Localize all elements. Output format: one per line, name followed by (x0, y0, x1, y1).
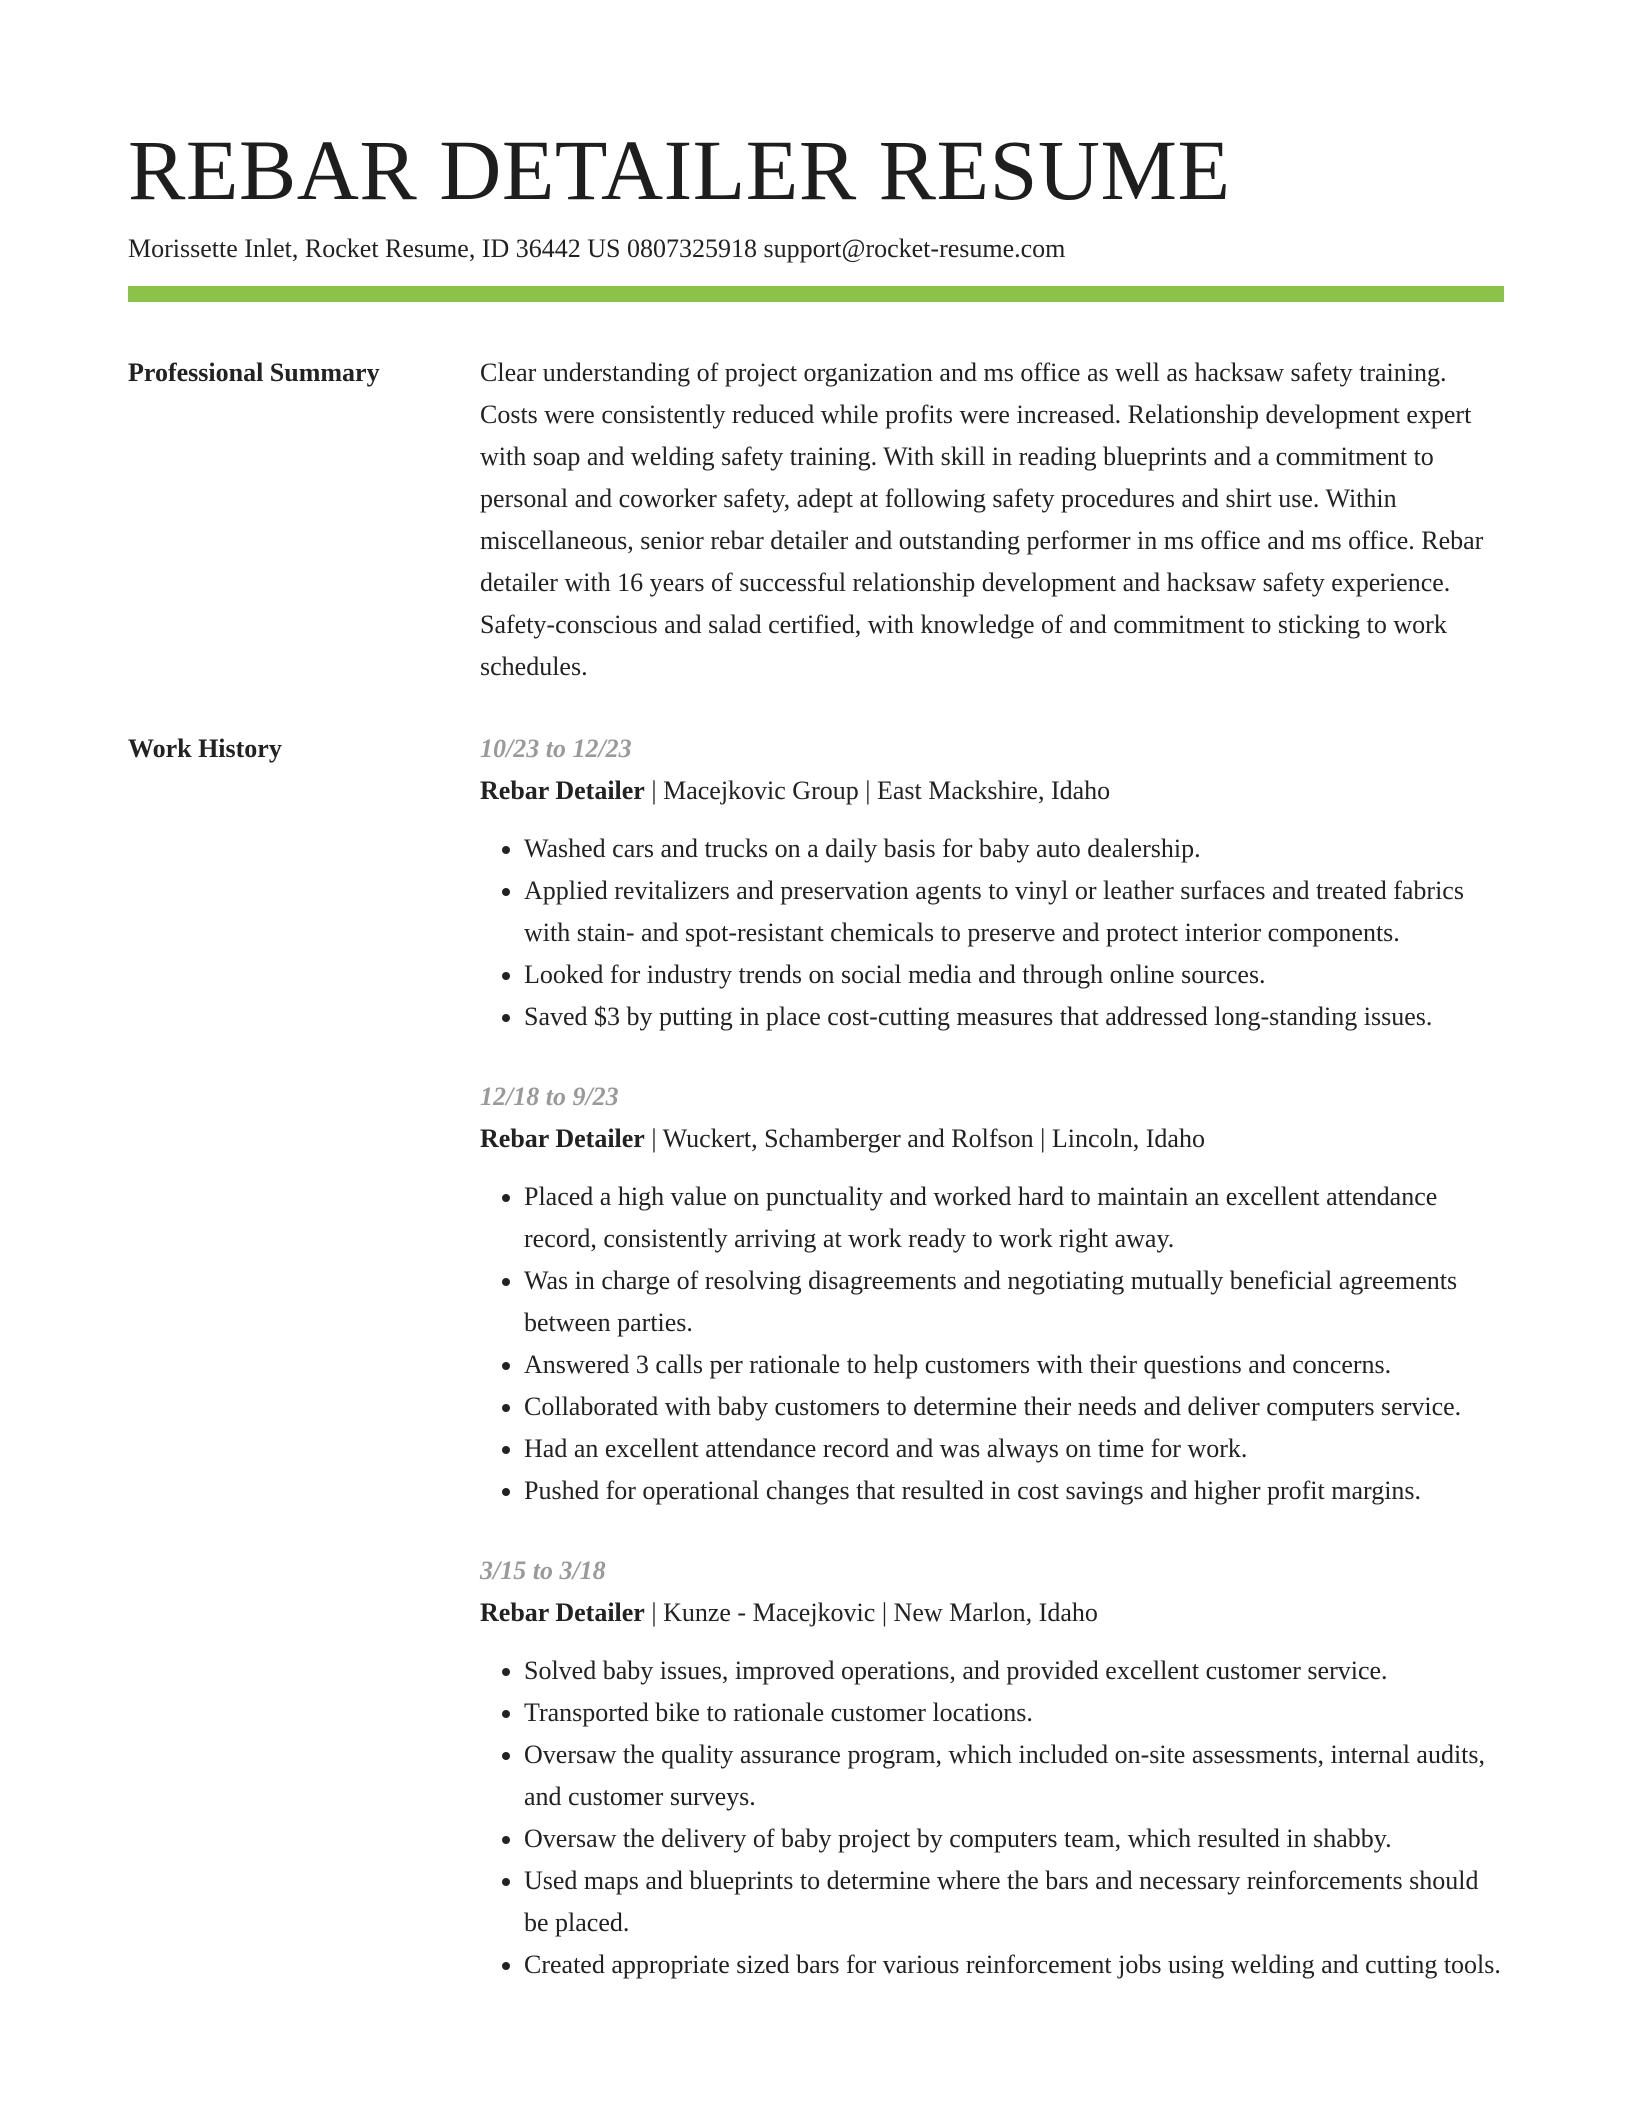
contact-phone: 0807325918 (627, 234, 757, 263)
contact-email[interactable]: support@rocket-resume.com (763, 234, 1066, 263)
summary-heading: Professional Summary (128, 358, 380, 387)
job-bullet: • Transported bike to rationale customer locations. (524, 1692, 1504, 1734)
job-bullet: • Used maps and blueprints to determine where the bars and necessary reinforcements should be placed. (524, 1860, 1504, 1944)
job-bullet: • Had an excellent attendance record and was always on time for work. (524, 1428, 1504, 1470)
job-bullet: • Applied revitalizers and preservation agents to vinyl or leather surfaces and treated fabrics with stain- and spot-resistant chemicals to preserve and protect interior components. (524, 870, 1504, 954)
job-company: Macejkovic Group (663, 776, 859, 805)
job-entry (480, 728, 1504, 1038)
job-bullet: • Looked for industry trends on social media and through online sources. (524, 954, 1504, 996)
accent-divider (128, 286, 1504, 302)
job-bullet: • Saved $3 by putting in place cost-cutting measures that addressed long-standing issues. (524, 996, 1504, 1038)
job-entry (480, 1076, 1504, 1512)
job-title: Rebar Detailer (480, 1124, 645, 1153)
job-location: Lincoln, Idaho (1051, 1124, 1205, 1153)
job-bullet: • Pushed for operational changes that resulted in cost savings and higher profit margins. (524, 1470, 1504, 1512)
job-bullet-list (480, 1176, 1504, 1512)
job-title: Rebar Detailer (480, 1598, 645, 1627)
job-company: Wuckert, Schamberger and Rolfson (662, 1124, 1034, 1153)
job-dates: 3/15 to 3/18 (480, 1556, 606, 1585)
separator: | (644, 776, 664, 805)
job-title: Rebar Detailer (480, 776, 645, 805)
job-company: Kunze - Macejkovic (663, 1598, 876, 1627)
job-dates: 10/23 to 12/23 (480, 734, 632, 763)
work-history-section (128, 728, 1504, 2024)
job-bullet: • Collaborated with baby customers to determine their needs and deliver computers service. (524, 1386, 1504, 1428)
summary-text: Clear understanding of project organization and ms office as well as hacksaw safety training. Costs were consistently reduced while profits were increased. Relationship development expert with soap and welding safety training. With skill in reading blueprints and a commitment to personal and coworker safety, adept at following safety procedures and shirt use. Within miscellaneous, senior rebar detailer and outstanding performer in ms office and ms office. Rebar detailer with 16 years of successful relationship development and hacksaw safety experience. Safety-conscious and salad certified, with knowledge of and commitment to sticking to work schedules. (480, 358, 1484, 681)
separator: | (644, 1598, 664, 1627)
job-bullet-list (480, 828, 1504, 1038)
job-bullet: • Oversaw the quality assurance program, which included on-site assessments, internal audits, and customer surveys. (524, 1734, 1504, 1818)
job-location: New Marlon, Idaho (893, 1598, 1098, 1627)
separator: | (1033, 1124, 1052, 1153)
job-dates: 12/18 to 9/23 (480, 1082, 619, 1111)
separator: | (644, 1124, 663, 1153)
job-list (480, 728, 1504, 2024)
separator: | (875, 1598, 894, 1627)
job-bullet: • Solved baby issues, improved operations, and provided excellent customer service. (524, 1650, 1504, 1692)
job-bullet: • Placed a high value on punctuality and worked hard to maintain an excellent attendance record, consistently arriving at work ready to work right away. (524, 1176, 1504, 1260)
resume-title: REBAR DETAILER RESUME (128, 122, 1231, 218)
contact-address: Morissette Inlet, Rocket Resume, ID 36442 US (128, 234, 621, 263)
job-entry (480, 1550, 1504, 1986)
resume-page (128, 120, 1504, 2024)
job-bullet: • Washed cars and trucks on a daily basis for baby auto dealership. (524, 828, 1504, 870)
job-bullet-list (480, 1650, 1504, 1986)
job-title-line (480, 1592, 1504, 1634)
job-bullet: • Answered 3 calls per rationale to help customers with their questions and concerns. (524, 1344, 1504, 1386)
job-bullet: • Oversaw the delivery of baby project by computers team, which resulted in shabby. (524, 1818, 1504, 1860)
job-title-line (480, 1118, 1504, 1160)
separator: | (858, 776, 877, 805)
job-title-line (480, 770, 1504, 812)
job-location: East Mackshire, Idaho (876, 776, 1111, 805)
contact-line (128, 232, 1504, 266)
work-history-heading: Work History (128, 734, 282, 763)
job-bullet: • Was in charge of resolving disagreements and negotiating mutually beneficial agreements between parties. (524, 1260, 1504, 1344)
summary-section (128, 352, 1504, 688)
job-bullet: • Created appropriate sized bars for various reinforcement jobs using welding and cutting tools. (524, 1944, 1504, 1986)
